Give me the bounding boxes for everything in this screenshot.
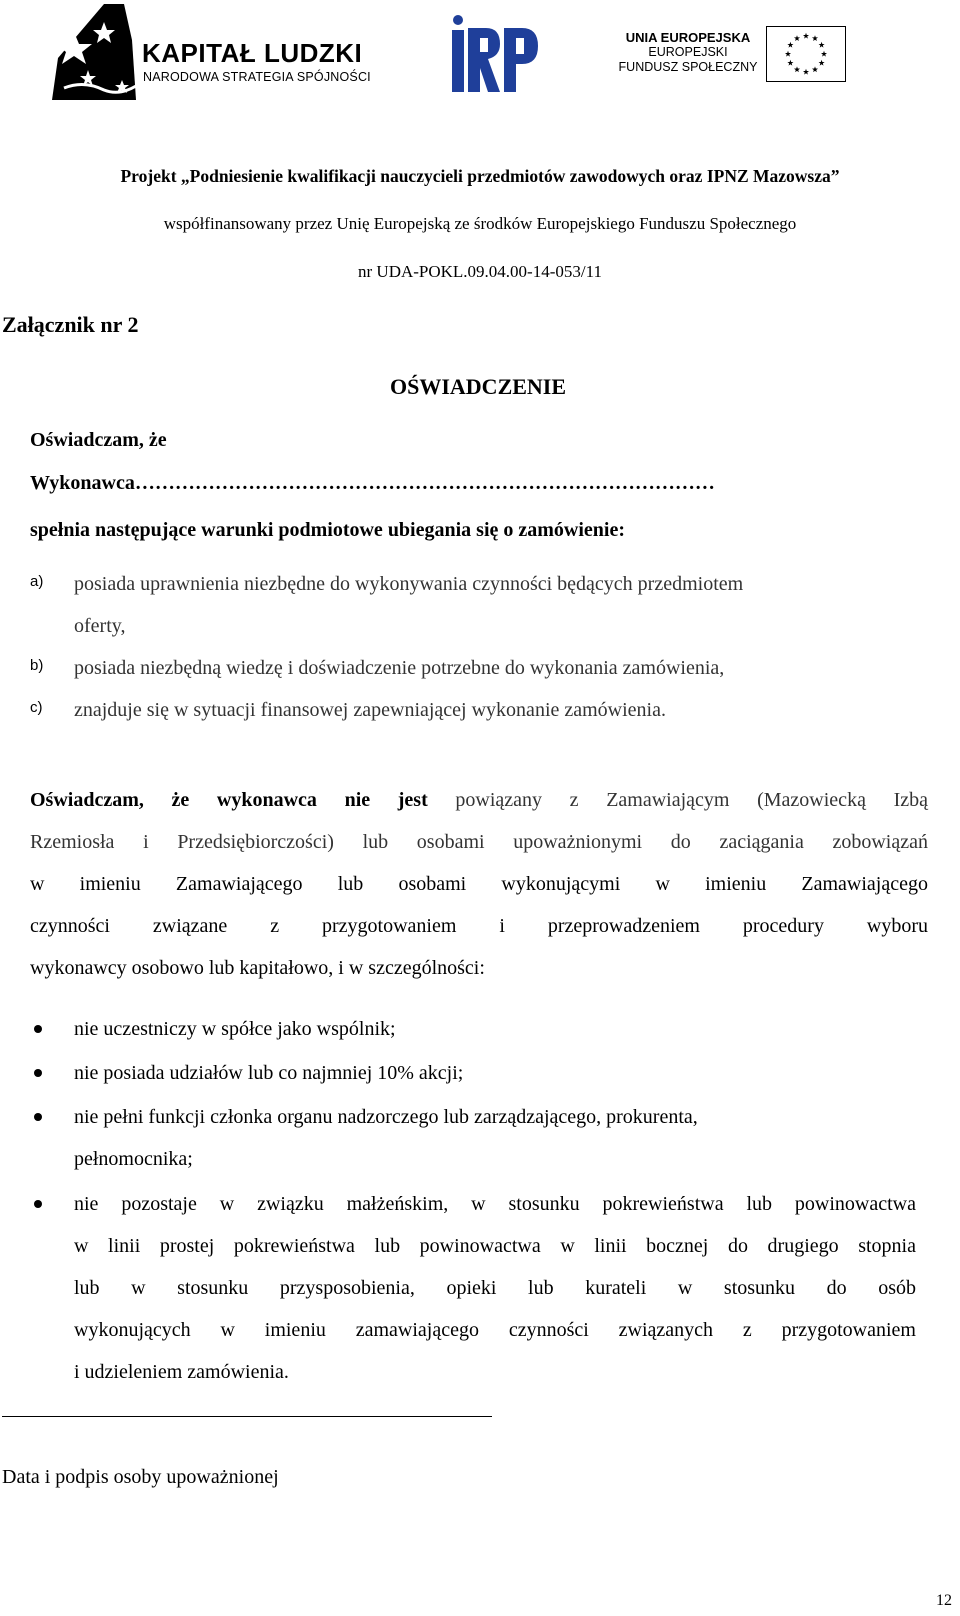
cofinancing-line: współfinansowany przez Unię Europejską ze środków Europejskiego Funduszu Społecznego bbox=[163, 214, 797, 233]
condition-item-b bbox=[74, 647, 914, 689]
annex-label: Załącznik nr 2 bbox=[2, 312, 139, 337]
paragraph-line4: czynności związane z przygotowaniem i przeprowadzeniem procedury wyboru bbox=[30, 915, 928, 937]
bullet-3-line1: nie pełni funkcji członka organu nadzorczego lub zarządzającego, prokurenta, bbox=[74, 1106, 698, 1128]
document-title: OŚWIADCZENIE bbox=[390, 374, 567, 399]
bullet-item bbox=[74, 1096, 916, 1180]
bullet-item bbox=[74, 1052, 916, 1094]
declaration-intro: Oświadczam, że bbox=[30, 429, 167, 451]
ue-efs-logo bbox=[618, 26, 848, 96]
kapital-ludzki-logo bbox=[44, 0, 384, 110]
eu-flag-icon bbox=[766, 26, 846, 82]
bullet-4-line4: wykonujących w imieniu zamawiającego czynności związanych z przygotowaniem bbox=[74, 1319, 916, 1341]
condition-marker-c: c) bbox=[30, 699, 43, 716]
paragraph-line3: w imieniu Zamawiającego lub osobami wykonującymi w imieniu Zamawiającego bbox=[30, 873, 928, 895]
bullet-dot-icon bbox=[34, 1200, 42, 1208]
condition-item-a bbox=[74, 563, 914, 647]
bullet-1-line1: nie uczestniczy w spółce jako wspólnik; bbox=[74, 1018, 396, 1040]
condition-a-line2: oferty, bbox=[74, 615, 126, 637]
condition-item-c bbox=[74, 689, 914, 731]
ue-logo-text bbox=[618, 30, 758, 75]
bullet-dot-icon bbox=[34, 1113, 42, 1121]
bullet-item bbox=[74, 1008, 916, 1050]
project-title: Projekt „Podniesienie kwalifikacji nauczycieli przedmiotów zawodowych oraz IPNZ Mazowsza” bbox=[120, 166, 840, 186]
non-affiliation-declaration bbox=[30, 779, 928, 989]
signature-label: Data i podpis osoby upoważnionej bbox=[2, 1466, 279, 1488]
bullet-2-line1: nie posiada udziałów lub co najmniej 10% akcji; bbox=[74, 1062, 464, 1084]
paragraph-line5: wykonawcy osobowo lub kapitałowo, i w szczególności: bbox=[30, 957, 485, 979]
kapital-ludzki-title: KAPITAŁ LUDZKI bbox=[142, 38, 363, 68]
bullet-3-line2: pełnomocnika; bbox=[74, 1148, 193, 1170]
condition-a-line1: posiada uprawnienia niezbędne do wykonywania czynności będących przedmiotem bbox=[74, 573, 744, 595]
ue-line2: EUROPEJSKI bbox=[648, 45, 728, 59]
ue-line1: UNIA EUROPEJSKA bbox=[625, 30, 751, 45]
condition-marker-b: b) bbox=[30, 657, 44, 674]
project-number: nr UDA-POKL.09.04.00-14-053/11 bbox=[358, 262, 602, 281]
conditions-heading: spełnia następujące warunki podmiotowe ubiegania się o zamówienie: bbox=[30, 519, 626, 541]
bullet-4-line5: i udzieleniem zamówienia. bbox=[74, 1361, 289, 1383]
condition-marker-a: a) bbox=[30, 573, 44, 590]
condition-c-line1: znajduje się w sytuacji finansowej zapewniającej wykonanie zamówienia. bbox=[74, 699, 666, 721]
bullet-dot-icon bbox=[34, 1025, 42, 1033]
bullet-item bbox=[74, 1183, 916, 1393]
bullet-4-line3: lub w stosunku przysposobienia, opieki lub kurateli w stosunku do osób bbox=[74, 1277, 916, 1299]
paragraph-line2: Rzemiosła i Przedsiębiorczości) lub osobami upoważnionymi do zaciągania zobowiązań bbox=[30, 831, 928, 853]
bullet-4-line1: nie pozostaje w związku małżeńskim, w stosunku pokrewieństwa lub powinowactwa bbox=[74, 1193, 916, 1215]
rp-logo bbox=[452, 14, 542, 94]
declaration-bold-lead: Oświadczam, że wykonawca nie jest bbox=[30, 789, 428, 811]
ue-line3: FUNDUSZ SPOŁECZNY bbox=[618, 60, 758, 74]
bullet-dot-icon bbox=[34, 1069, 42, 1077]
kapital-ludzki-emblem-icon bbox=[44, 0, 139, 110]
rp-emblem-icon bbox=[452, 14, 542, 94]
contractor-field: Wykonawca…………………………………………………………………………… bbox=[30, 472, 715, 494]
signature-line bbox=[2, 1416, 492, 1417]
page-number: 12 bbox=[936, 1592, 952, 1609]
bullet-4-line2: w linii prostej pokrewieństwa lub powinowactwa w linii bocznej do drugiego stopnia bbox=[74, 1235, 916, 1257]
paragraph-line1: powiązany z Zamawiającym (Mazowiecką Izbą bbox=[455, 789, 928, 811]
condition-b-line1: posiada niezbędną wiedzę i doświadczenie potrzebne do wykonania zamówienia, bbox=[74, 657, 725, 679]
kapital-ludzki-subtitle: NARODOWA STRATEGIA SPÓJNOŚCI bbox=[143, 70, 371, 84]
